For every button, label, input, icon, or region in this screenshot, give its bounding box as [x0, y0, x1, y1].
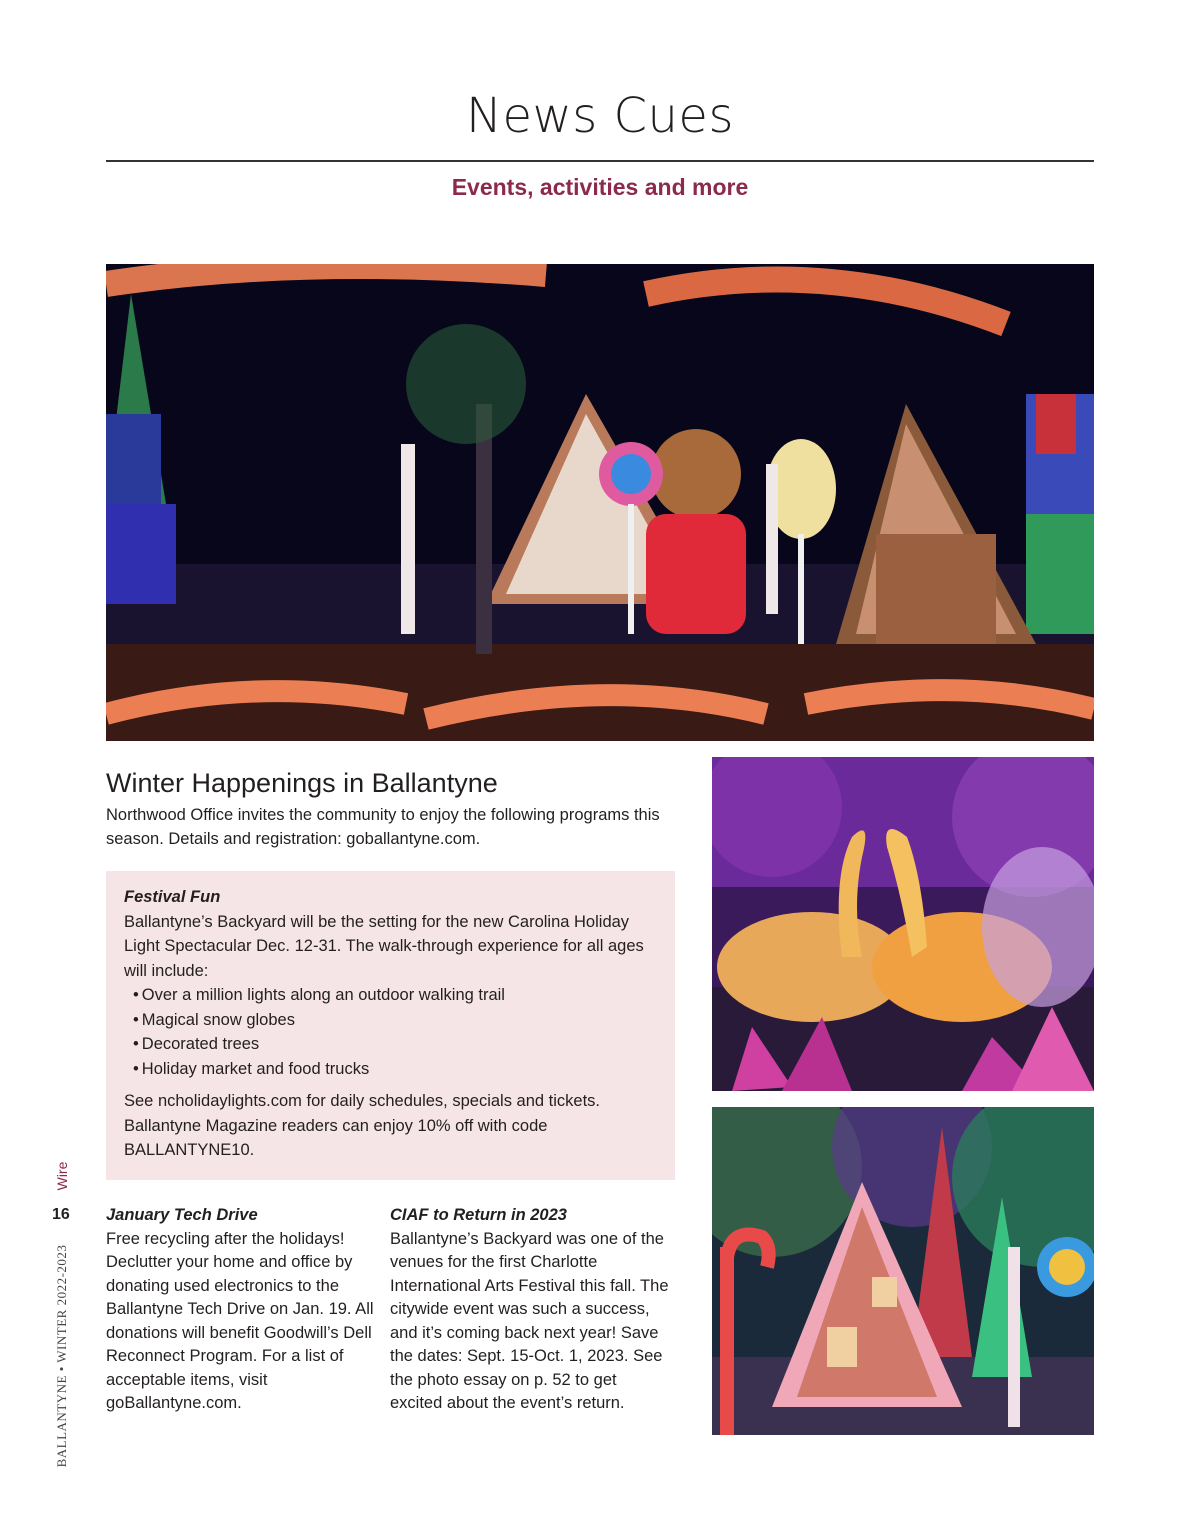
list-item: • Decorated trees — [133, 1032, 664, 1057]
page-subtitle: Events, activities and more — [451, 174, 749, 200]
tech-drive-title: January Tech Drive — [106, 1206, 258, 1224]
festival-title: Festival Fun — [124, 888, 221, 906]
hero-photo-gingerbread-lights — [106, 264, 1094, 741]
festival-outro: See ncholidaylights.com for daily schedules, specials and tickets. Ballantyne Magazine readers can enjoy 10% off with code BALLANTYNE10. — [124, 1092, 600, 1159]
article-heading: Winter Happenings in Ballantyne — [106, 768, 498, 798]
photo-gingerbread-house — [712, 1107, 1094, 1435]
tech-drive-column — [106, 1204, 376, 1416]
photo-swan-lanterns — [712, 757, 1094, 1091]
page-title: News Cues — [466, 88, 734, 144]
list-item: • Magical snow globes — [133, 1008, 664, 1033]
festival-bullet-list — [124, 983, 664, 1081]
list-item: • Over a million lights along an outdoor walking trail — [133, 983, 664, 1008]
title-divider — [106, 160, 1094, 162]
page-number: 16 — [52, 1206, 70, 1223]
section-label: Wire — [54, 1161, 70, 1191]
list-item: • Holiday market and food trucks — [133, 1057, 664, 1082]
tech-drive-body: Free recycling after the holidays! Declutter your home and office by donating used electronics to the Ballantyne Tech Drive on Jan. 19. All donations will benefit Goodwill’s Dell Reconnect Program. For a list of acceptable items, visit goBallantyne.com. — [106, 1229, 374, 1412]
festival-body: Ballantyne’s Backyard will be the setting for the new Carolina Holiday Light Spectacular Dec. 12-31. The walk-through experience for all ages will include: — [124, 912, 644, 980]
festival-fun-box — [106, 871, 675, 1180]
article-intro: Northwood Office invites the community to enjoy the following programs this season. Details and registration: goballantyne.com. — [106, 806, 660, 848]
ciaf-body: Ballantyne’s Backyard was one of the venues for the first Charlotte International Arts Festival this fall. The citywide event was such a success, and it’s coming back next year! Save the dates: Sept. 15-Oct. 1, 2023. See the photo essay on p. 52 to get excited about the event’s return. — [390, 1229, 669, 1412]
magazine-label: BALLANTYNE • WINTER 2022-2023 — [54, 1244, 69, 1468]
ciaf-title: CIAF to Return in 2023 — [390, 1206, 567, 1224]
ciaf-column — [390, 1204, 670, 1416]
